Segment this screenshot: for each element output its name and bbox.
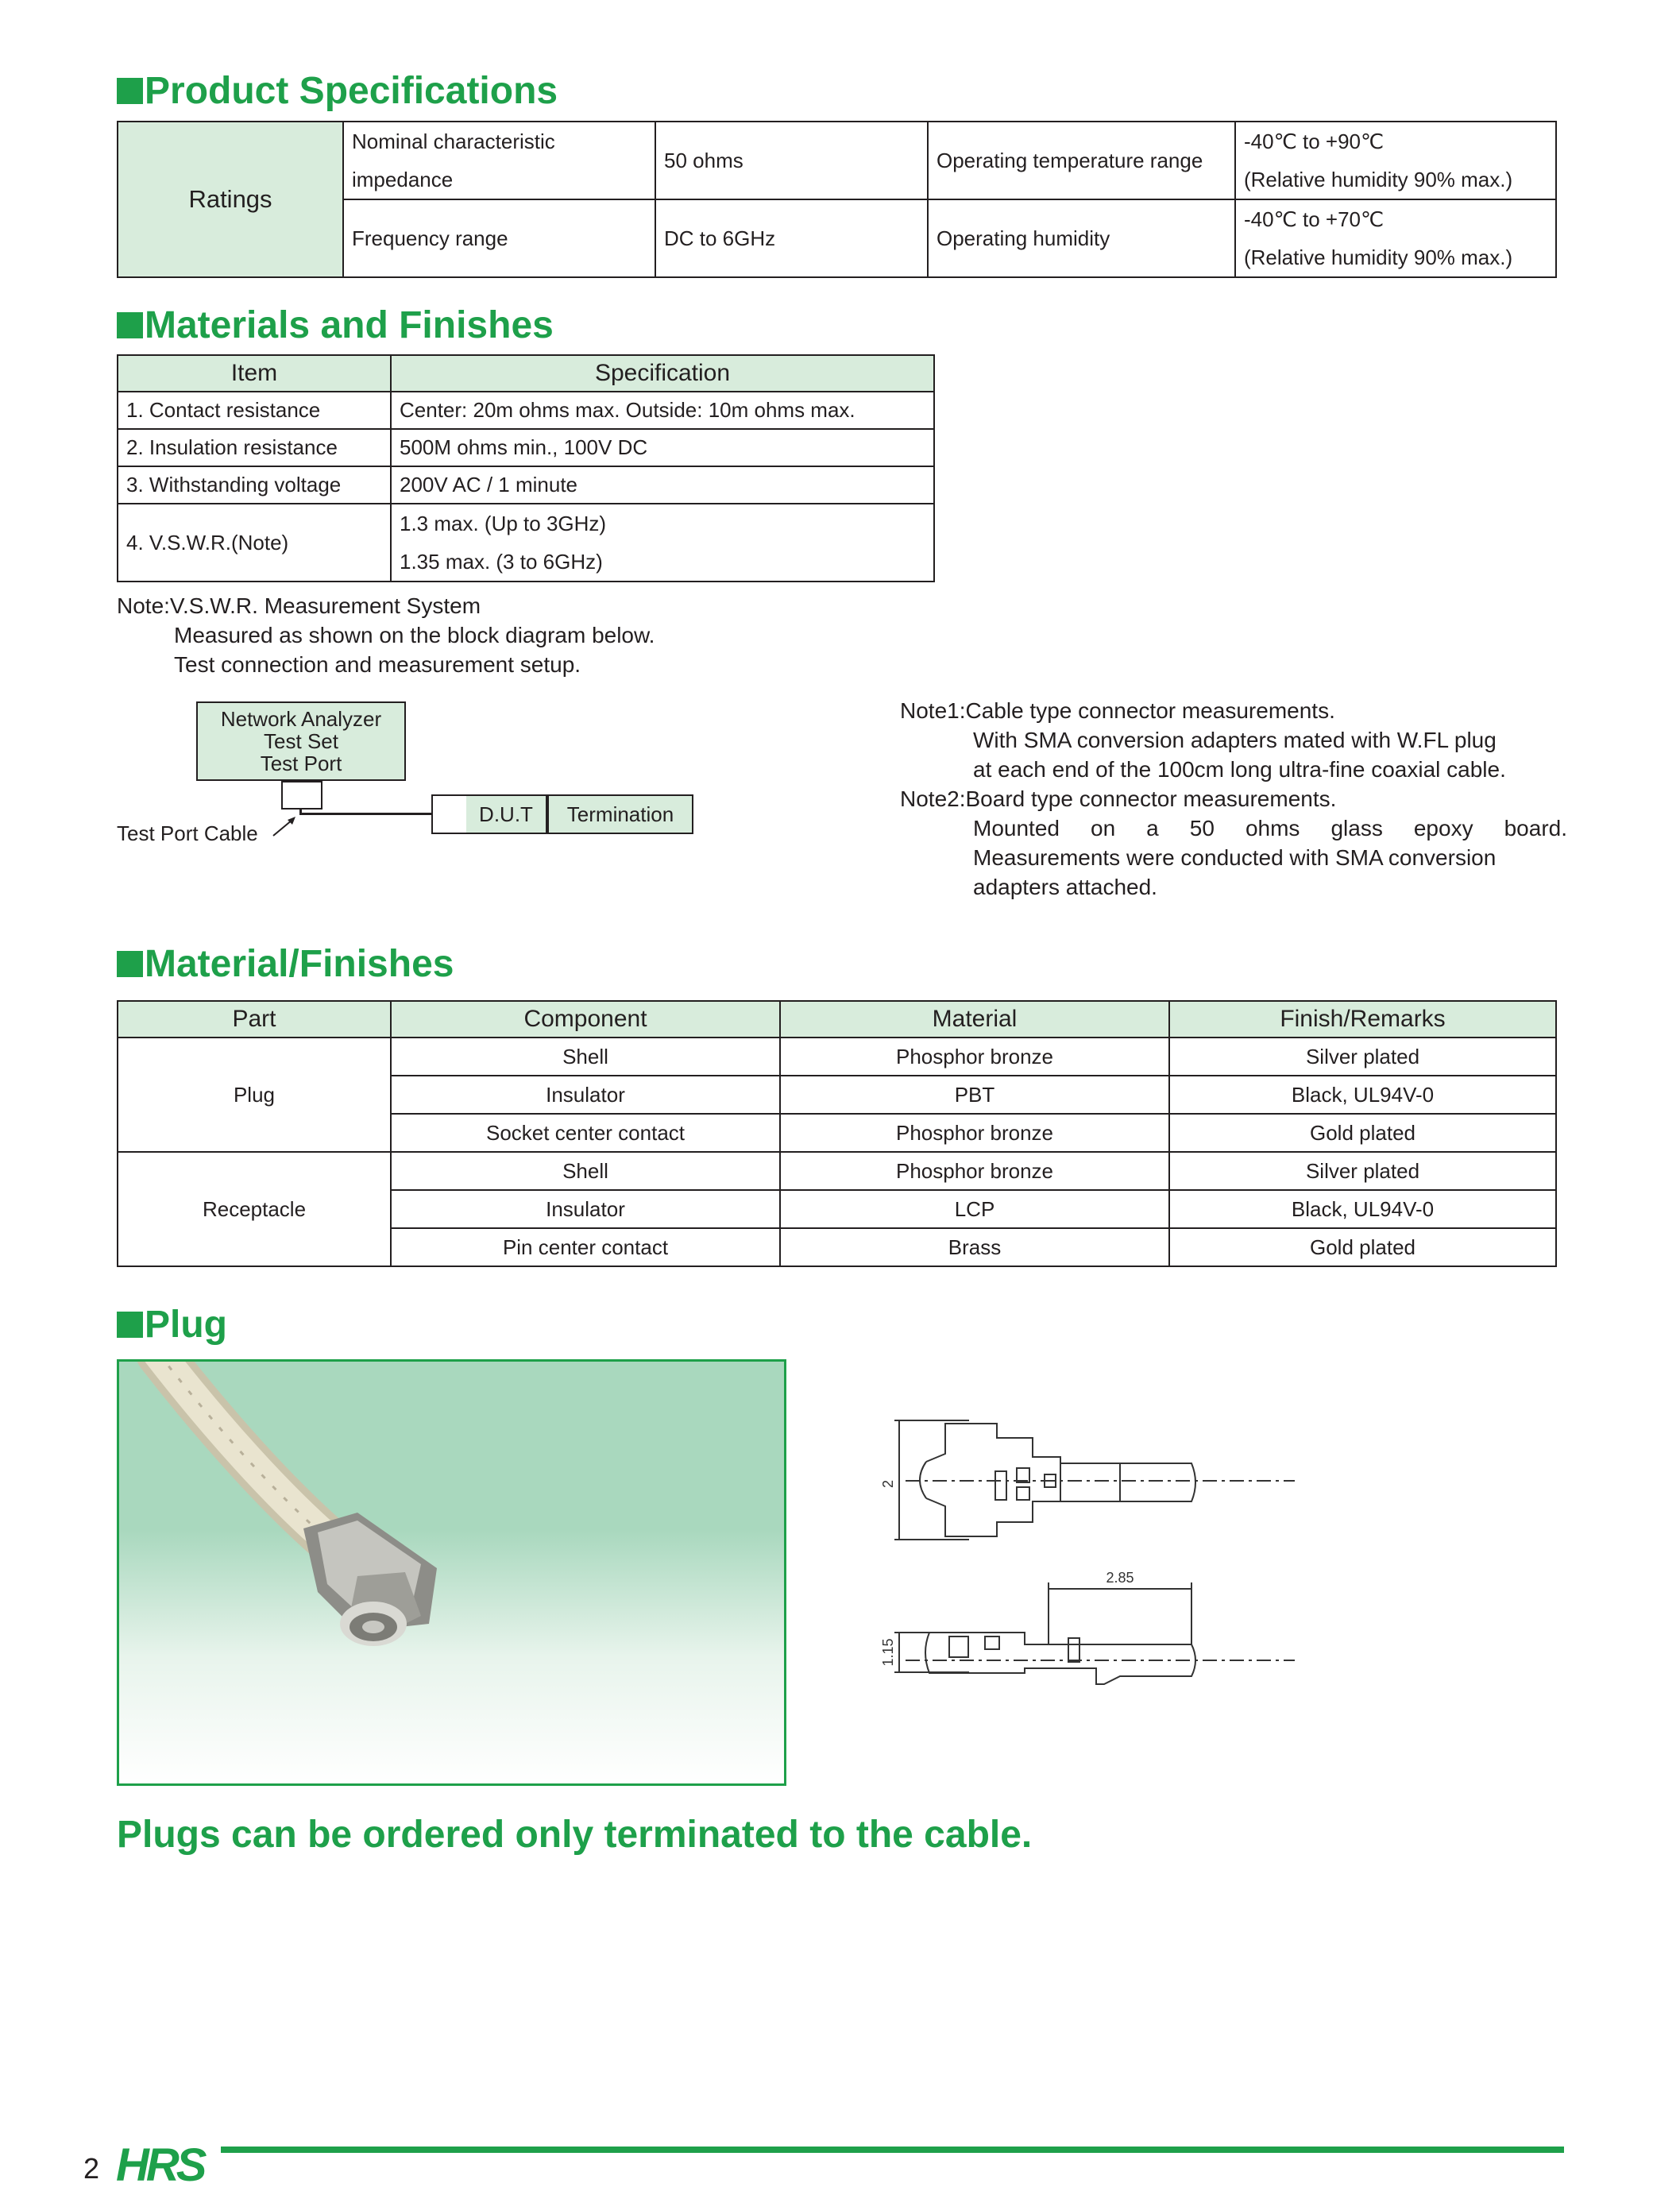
op-temp-value: -40℃ to +90℃ (Relative humidity 90% max.) (1235, 122, 1556, 199)
part-receptacle: Receptacle (118, 1152, 391, 1266)
mf-header-material: Material (780, 1001, 1169, 1038)
nominal-impedance-label: Nominal characteristic impedance (343, 122, 655, 199)
table-row: Insulator LCP Black, UL94V-0 (118, 1190, 1556, 1228)
section-title-plug: Plug (117, 1303, 227, 1347)
termination-box: Termination (547, 794, 693, 834)
plug-technical-drawing (874, 1406, 1319, 1740)
section-square-icon (117, 78, 143, 104)
freq-label: Frequency range (343, 199, 655, 277)
plug-cable-image (119, 1362, 786, 1786)
test-port-cable-line (299, 813, 432, 815)
table-row: Insulator PBT Black, UL94V-0 (118, 1076, 1556, 1114)
part-plug: Plug (118, 1038, 391, 1152)
op-humidity-value: -40℃ to +70℃ (Relative humidity 90% max.) (1235, 199, 1556, 277)
section-square-icon (117, 1312, 143, 1338)
mf-header-part: Part (118, 1001, 391, 1038)
section-title-materials-and-finishes: Materials and Finishes (117, 303, 554, 348)
dut-box: D.U.T (466, 794, 547, 834)
dim-height-label: 2 (880, 1479, 896, 1489)
section-square-icon (117, 951, 143, 977)
table-row: Plug Shell Phosphor bronze Silver plated (118, 1038, 1556, 1076)
page-number: 2 (83, 2152, 100, 2185)
network-analyzer-box: Network Analyzer Test Set Test Port (196, 701, 406, 781)
hrs-logo: HRS (116, 2139, 204, 2191)
nominal-impedance-value: 50 ohms (655, 122, 928, 199)
ratings-label: Ratings (188, 185, 272, 213)
ratings-label-cell (118, 122, 343, 277)
dim-thickness-label: 1.15 (880, 1638, 896, 1667)
op-humidity-label: Operating humidity (928, 199, 1235, 277)
measurement-notes: Note1:Cable type connector measurements. With SMA conversion adapters mated with W.FL plug at each end of the 100cm long ultra-fine coaxial cable. Note2:Board type connector measurements. Mounted on a 50 ohms glass epoxy board. Measurements were conducted with SMA conversion adapters attached. (900, 698, 1567, 899)
table-row: 1. Contact resistance Center: 20m ohms max. Outside: 10m ohms max. (118, 392, 934, 429)
vswr-note: Note:V.S.W.R. Measurement System Measured as shown on the block diagram below. Test connection and measurement setup. (117, 593, 655, 677)
order-note: Plugs can be ordered only terminated to the cable. (117, 1814, 1033, 1856)
dim-length-label: 2.85 (1106, 1570, 1134, 1586)
test-port-cable-label: Test Port Cable (117, 821, 258, 845)
table-row: Receptacle Shell Phosphor bronze Silver plated (118, 1152, 1556, 1190)
table-row: 4. V.S.W.R.(Note) 1.3 max. (Up to 3GHz) 1.35 max. (3 to 6GHz) (118, 504, 934, 582)
table-row: Socket center contact Phosphor bronze Gold plated (118, 1114, 1556, 1152)
table-row: Pin center contact Brass Gold plated (118, 1228, 1556, 1266)
materials-header-item: Item (118, 355, 391, 392)
plug-photo (117, 1359, 786, 1786)
table-row: 3. Withstanding voltage 200V AC / 1 minute (118, 466, 934, 504)
material-finishes-table (117, 1000, 1557, 1267)
table-row: 2. Insulation resistance 500M ohms min., 100V DC (118, 429, 934, 466)
materials-table (117, 354, 935, 582)
ratings-table (117, 121, 1557, 278)
op-temp-label: Operating temperature range (928, 122, 1235, 199)
dut-adapter-box (431, 794, 469, 834)
section-square-icon (117, 312, 143, 338)
materials-header-spec: Specification (391, 355, 934, 392)
mf-header-component: Component (391, 1001, 780, 1038)
section-title-material-finishes: Material/Finishes (117, 942, 454, 987)
mf-header-finish: Finish/Remarks (1169, 1001, 1556, 1038)
section-title-product-specifications: Product Specifications (117, 69, 558, 114)
footer-rule (221, 2147, 1564, 2153)
test-port-connector (281, 781, 322, 810)
freq-value: DC to 6GHz (655, 199, 928, 277)
cable-pointer-arrow (270, 809, 302, 840)
